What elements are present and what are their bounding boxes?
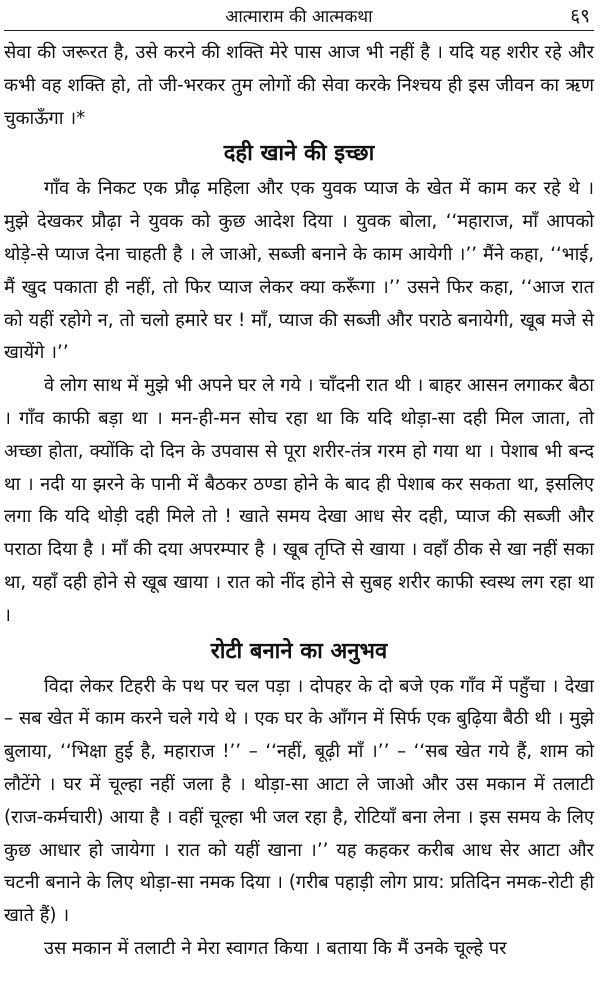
paragraph: विदा लेकर टिहरी के पथ पर चल पड़ा । दोपहर के दो बजे एक गाँव में पहुँचा । देखा – सब खेत में काम करने चले गये थे । एक घर के आँगन में सिर्फ एक बुढ़िया बैठी थी । मुझे बुलाया, ‘‘भिक्षा हुई है, महाराज !’’ – ‘‘नहीं, बूढ़ी माँ ।’’ – ‘‘सब खेत गये हैं, शाम को लौटेंगे । घर में चूल्हा नहीं जला है । थोड़ा-सा आटा ले जाओ और उस मकान में तलाटी (राज-कर्मचारी) आया है । वहीं चूल्हा भी जल रहा है, रोटियाँ बना लेना । इस समय के लिए कुछ आधार हो जायेगा । रात को यहीं खाना ।’’ यह कहकर करीब आध सेर आटा और चटनी बनाने के लिए थोड़ा-सा नमक दिया । (गरीब पहाड़ी लोग प्राय: प्रतिदिन नमक-रोटी ही खाते हैं) । <box>4 675 594 927</box>
section-heading: दही खाने की इच्छा <box>223 141 375 167</box>
page-header <box>4 0 594 31</box>
running-title: आत्माराम की आत्मकथा <box>225 7 373 27</box>
section-heading: रोटी बनाने का अनुभव <box>210 638 388 664</box>
paragraph: वे लोग साथ में मुझे भी अपने घर ले गये । चाँदनी रात थी । बाहर आसन लगाकर बैठा । गाँव काफी बड़ा था । मन-ही-मन सोच रहा था कि यदि थोड़ा-सा दही मिल जाता, तो अच्छा होता, क्योंकि दो दिन के उपवास से पूरा शरीर-तंत्र गरम हो गया था । पेशाब भी बन्द था । नदी या झरने के पानी में बैठकर ठण्डा होने के बाद ही पेशाब कर सकता था, इसलिए लगा कि यदि थोड़ी दही मिले तो ! खाते समय देखा आध सेर दही, प्याज की सब्जी और पराठा दिया है । माँ की दया अपरम्पार है । खूब तृप्ति से खाया । वहाँ ठीक से खा नहीं सका था, यहाँ दही होने से खूब खाया । रात को नींद होने से सुबह शरीर काफी स्वस्थ लग रहा था । <box>4 375 594 626</box>
paragraph: उस मकान में तलाटी ने मेरा स्वागत किया । बताया कि मैं उनके चूल्हे पर <box>44 937 507 959</box>
paragraph: गाँव के निकट एक प्रौढ़ महिला और एक युवक प्याज के खेत में काम कर रहे थे । मुझे देखकर प्रौढ़ा ने युवक को कुछ आदेश दिया । युवक बोला, ‘‘महाराज, माँ आपको थोड़े-से प्याज देना चाहती है । ले जाओ, सब्जी बनाने के काम आयेगी ।’’ मैंने कहा, ‘‘भाई, मैं खुद पकाता ही नहीं, तो फिर प्याज लेकर क्या करूँगा ।’’ उसने फिर कहा, ‘‘आज रात को यहीं रहोगे न, तो चलो हमारे घर ! माँ, प्याज की सब्जी और पराठे बनायेगी, खूब मजे से खायेंगे ।’’ <box>4 178 594 364</box>
paragraph: सेवा की जरूरत है, उसे करने की शक्ति मेरे पास आज भी नहीं है । यदि यह शरीर रहे और कभी वह शक्ति हो, तो जी-भरकर तुम लोगों की सेवा करके निश्चय ही इस जीवन का ऋण चुकाऊँगा ।* <box>4 42 594 129</box>
page-number: ६९ <box>570 5 590 27</box>
page-body <box>4 37 594 966</box>
